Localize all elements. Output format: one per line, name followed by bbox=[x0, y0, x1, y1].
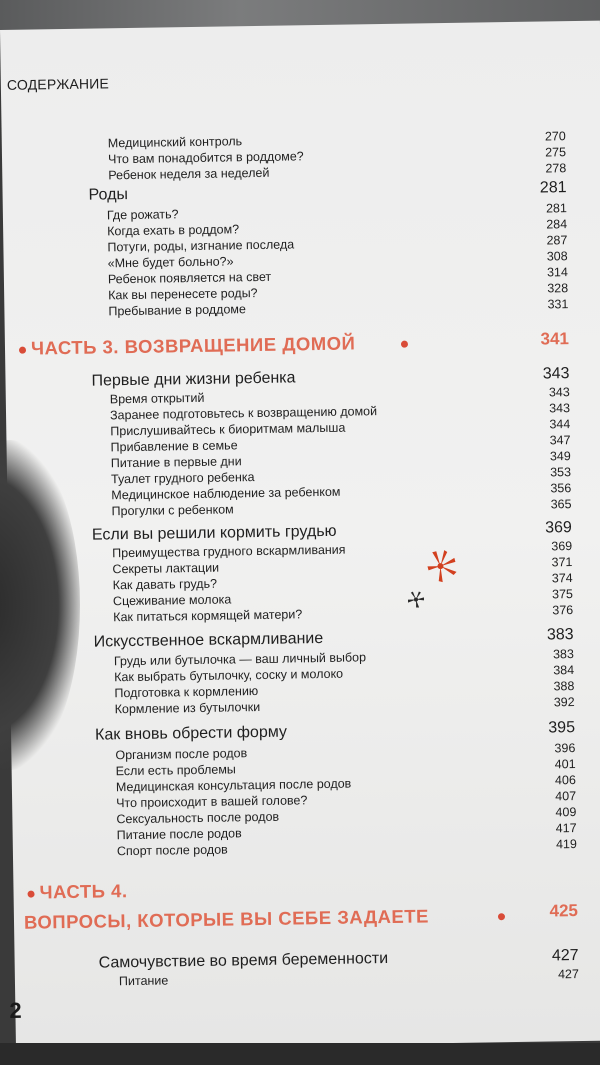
page-ref: 365 bbox=[550, 497, 572, 512]
entry-title: Как давать грудь? bbox=[112, 576, 218, 593]
page-ref: 406 bbox=[554, 773, 576, 788]
page-ref: 392 bbox=[553, 695, 575, 710]
entry-title: Медицинский контроль bbox=[107, 134, 243, 151]
section-title: Самочувствие во время беременности bbox=[98, 950, 389, 972]
page-ref: 281 bbox=[545, 201, 567, 216]
flower-icon bbox=[422, 548, 459, 585]
entry-title: Что вам понадобится в роддоме? bbox=[107, 149, 304, 167]
page-ref: 314 bbox=[546, 265, 568, 280]
page-number: 2 bbox=[9, 997, 22, 1023]
section-title: Первые дни жизни ребенка bbox=[91, 369, 296, 390]
bullet-dot bbox=[401, 341, 408, 348]
section-title: Если вы решили кормить грудью bbox=[91, 522, 337, 544]
page-ref: 281 bbox=[539, 179, 567, 197]
entry-title: Медицинская консультация после родов bbox=[115, 776, 352, 795]
page-ref: 407 bbox=[555, 789, 577, 804]
entry-title: Как вы перенесете роды? bbox=[108, 285, 258, 303]
entry-title: Питание после родов bbox=[116, 826, 242, 843]
page-ref: 349 bbox=[549, 449, 571, 464]
page-ref: 371 bbox=[551, 555, 573, 570]
entry-title: Что происходит в вашей голове? bbox=[116, 793, 308, 811]
part-title: ЧАСТЬ 4. bbox=[39, 880, 128, 903]
entry-title: Медицинское наблюдение за ребенком bbox=[111, 484, 341, 503]
page-ref: 427 bbox=[551, 947, 579, 965]
entry-title: Преимущества грудного вскармливания bbox=[112, 542, 346, 561]
page-ref: 383 bbox=[546, 626, 574, 644]
page-ref: 419 bbox=[555, 837, 577, 852]
page-ref: 374 bbox=[551, 571, 573, 586]
page-ref: 427 bbox=[557, 967, 580, 982]
page-ref: 275 bbox=[545, 145, 567, 160]
entry-title: Если есть проблемы bbox=[115, 762, 236, 779]
bullet-dot bbox=[28, 891, 35, 898]
page-ref: 344 bbox=[549, 417, 571, 432]
page-ref: 343 bbox=[548, 385, 570, 400]
page-ref: 328 bbox=[547, 281, 569, 296]
entry-title: Как выбрать бутылочку, соску и молоко bbox=[114, 666, 344, 685]
entry-title: Прислушивайтесь к биоритмам малыша bbox=[110, 420, 346, 439]
entry-title: Подготовка к кормлению bbox=[114, 684, 259, 701]
part-subtitle: ВОПРОСЫ, КОТОРЫЕ ВЫ СЕБЕ ЗАДАЕТЕ bbox=[23, 905, 430, 933]
page-ref: 401 bbox=[554, 757, 576, 772]
part-page: 341 bbox=[540, 329, 570, 349]
page-ref: 343 bbox=[542, 365, 570, 383]
page-ref: 409 bbox=[555, 805, 577, 820]
page-ref: 353 bbox=[550, 465, 572, 480]
page-ref: 396 bbox=[554, 741, 576, 756]
page-ref: 376 bbox=[552, 603, 574, 618]
page-ref: 287 bbox=[546, 233, 568, 248]
page-ref: 384 bbox=[553, 663, 575, 678]
book-page bbox=[0, 21, 600, 1050]
part-page: 425 bbox=[549, 901, 579, 921]
entry-title: Когда ехать в роддом? bbox=[107, 222, 240, 239]
entry-title: Заранее подготовьтесь к возвращению домой bbox=[109, 404, 378, 423]
page-ref: 347 bbox=[549, 433, 571, 448]
entry-title: Прогулки с ребенком bbox=[111, 502, 234, 519]
part-title: ЧАСТЬ 3. ВОЗВРАЩЕНИЕ ДОМОЙ bbox=[30, 332, 356, 359]
entry-title: Туалет грудного ребенка bbox=[110, 470, 255, 487]
page-ref: 343 bbox=[549, 401, 571, 416]
bullet-dot bbox=[19, 347, 26, 354]
entry-title: Где рожать? bbox=[106, 207, 179, 223]
page-ref: 395 bbox=[548, 719, 576, 737]
entry-title: Питание bbox=[118, 973, 169, 989]
page-ref: 417 bbox=[555, 821, 577, 836]
entry-title: Организм после родов bbox=[115, 746, 248, 763]
entry-title: Время открытий bbox=[109, 390, 205, 407]
entry-title: Питание в первые дни bbox=[110, 454, 242, 471]
page-ref: 375 bbox=[551, 587, 574, 602]
page-ref: 383 bbox=[552, 647, 574, 662]
page-ref: 369 bbox=[545, 519, 573, 537]
entry-title: Потуги, роды, изгнание последа bbox=[107, 237, 295, 255]
page-ref: 270 bbox=[544, 129, 566, 144]
entry-title: Кормление из бутылочки bbox=[114, 699, 261, 717]
entry-title: Грудь или бутылочка — ваш личный выбор bbox=[113, 650, 367, 669]
page-ref: 369 bbox=[551, 539, 573, 554]
page-ref: 356 bbox=[550, 481, 572, 496]
bullet-dot bbox=[498, 913, 505, 920]
entry-title: «Мне будет больно?» bbox=[107, 254, 234, 271]
entry-title: Пребывание в роддоме bbox=[108, 302, 247, 319]
entry-title: Секреты лактации bbox=[112, 560, 220, 577]
page-ref: 308 bbox=[546, 249, 568, 264]
page-ref: 278 bbox=[545, 161, 567, 176]
entry-title: Сексуальность после родов bbox=[116, 809, 280, 827]
entry-title: Спорт после родов bbox=[116, 842, 228, 859]
contents-header: СОДЕРЖАНИЕ bbox=[6, 75, 110, 93]
page-ref: 284 bbox=[546, 217, 568, 232]
entry-title: Как питаться кормящей матери? bbox=[113, 607, 303, 625]
section-title: Как вновь обрести форму bbox=[94, 723, 288, 744]
entry-title: Сцеживание молока bbox=[112, 592, 232, 609]
page-ref: 388 bbox=[553, 679, 575, 694]
entry-title: Ребенок неделя за неделей bbox=[108, 165, 270, 183]
page-ref: 331 bbox=[547, 297, 569, 312]
section-title: Роды bbox=[88, 186, 129, 204]
section-title: Искусственное вскармливание bbox=[93, 629, 324, 651]
entry-title: Прибавление в семье bbox=[110, 438, 238, 455]
entry-title: Ребенок появляется на свет bbox=[107, 269, 272, 287]
small-flower-icon bbox=[407, 590, 425, 608]
background-bottom bbox=[0, 1043, 600, 1065]
